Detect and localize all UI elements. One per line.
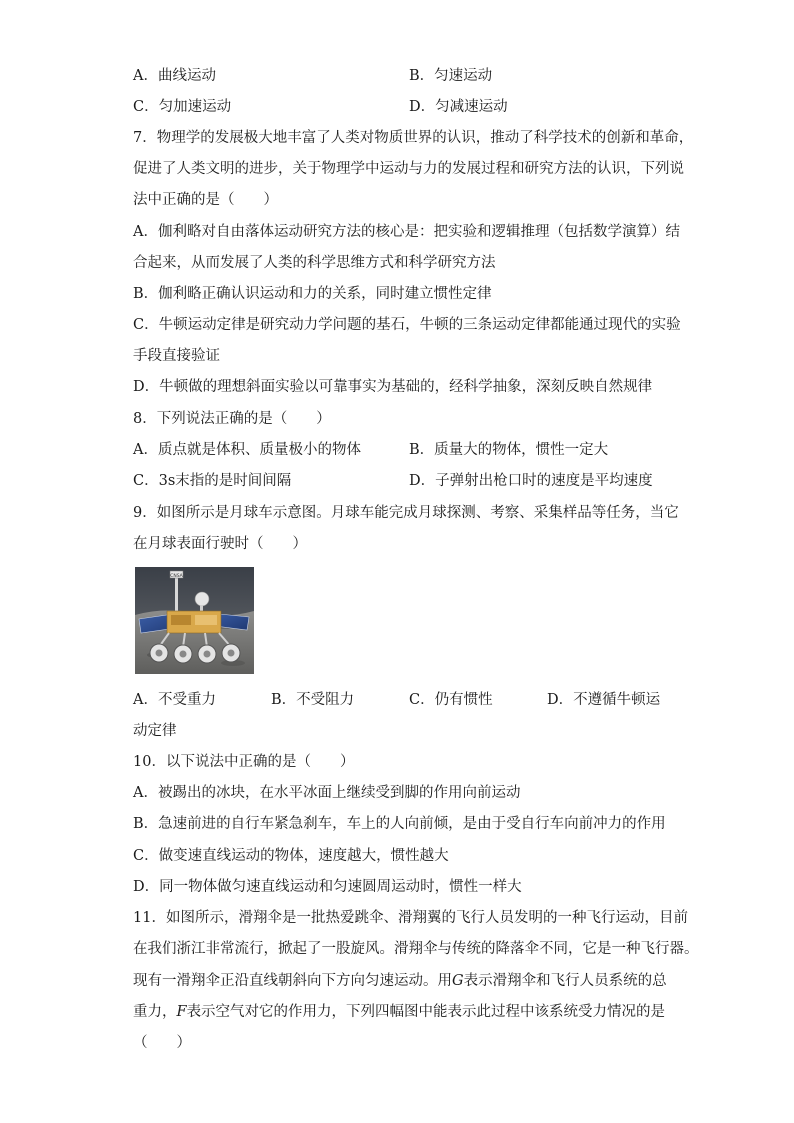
var-g: G — [452, 973, 464, 989]
q8-option-b: B．质量大的物体，惯性一定大 — [409, 442, 609, 458]
q11-stem-line-4: 重力，F表示空气对它的作用力，下列四幅图中能表示此过程中该系统受力情况的是 — [133, 1004, 666, 1020]
q11-stem-line-5: （ ） — [133, 1035, 191, 1051]
q7-option-a-line-2: 合起来，从而发展了人类的科学思维方式和科学研究方法 — [133, 255, 496, 271]
q7-option-a-line-1: A．伽利略对自由落体运动研究方法的核心是：把实验和逻辑推理（包括数学演算）结 — [133, 224, 680, 240]
q10-option-c: C．做变速直线运动的物体，速度越大，惯性越大 — [133, 848, 449, 864]
q9-option-c: C．仍有惯性 — [409, 692, 493, 708]
q10-option-a: A．被踢出的冰块，在水平冰面上继续受到脚的作用向前运动 — [133, 785, 521, 801]
q7-option-c-line-2: 手段直接验证 — [133, 348, 220, 364]
q6-option-d: D．匀减速运动 — [409, 99, 508, 115]
q9-stem-line-2: 在月球表面行驶时（ ） — [133, 536, 307, 552]
q10-stem: 10．以下说法中正确的是（ ） — [133, 754, 355, 770]
q8-option-d: D．子弹射出枪口时的速度是平均速度 — [409, 473, 653, 489]
q6-option-b: B．匀速运动 — [409, 68, 493, 84]
q9-option-d: D．不遵循牛顿运 — [547, 692, 661, 708]
q6-option-c: C．匀加速运动 — [133, 99, 232, 115]
q9-option-b: B．不受阻力 — [271, 692, 355, 708]
q8-option-a: A．质点就是体积、质量极小的物体 — [133, 442, 361, 458]
q11-stem-line-3: 现有一滑翔伞正沿直线朝斜向下方向匀速运动。用G表示滑翔伞和飞行人员系统的总 — [133, 973, 667, 989]
q10-option-d: D．同一物体做匀速直线运动和匀速圆周运动时，惯性一样大 — [133, 879, 522, 895]
rover-mast-label: CNSA — [170, 574, 183, 579]
var-f: F — [176, 1004, 187, 1020]
q7-option-d: D．牛顿做的理想斜面实验以可靠事实为基础的，经科学抽象，深刻反映自然规律 — [133, 379, 653, 395]
q7-option-c-line-1: C．牛顿运动定律是研究动力学问题的基石，牛顿的三条运动定律都能通过现代的实验 — [133, 317, 681, 333]
q9-stem-line-1: 9．如图所示是月球车示意图。月球车能完成月球探测、考察、采集样品等任务，当它 — [133, 505, 679, 521]
lunar-rover-image — [135, 567, 254, 674]
q9-option-d-wrap: 动定律 — [133, 723, 177, 739]
q10-option-b: B．急速前进的自行车紧急刹车，车上的人向前倾，是由于受自行车向前冲力的作用 — [133, 816, 666, 832]
q7-stem-line-2: 促进了人类文明的进步，关于物理学中运动与力的发展过程和研究方法的认识，下列说 — [133, 161, 684, 177]
q7-stem-line-3: 法中正确的是（ ） — [133, 192, 278, 208]
q7-stem-line-1: 7．物理学的发展极大地丰富了人类对物质世界的认识，推动了科学技术的创新和革命， — [133, 130, 694, 146]
q11-stem-line-1: 11．如图所示，滑翔伞是一批热爱跳伞、滑翔翼的飞行人员发明的一种飞行运动，目前 — [133, 910, 688, 926]
q11-stem-line-2: 在我们浙江非常流行，掀起了一股旋风。滑翔伞与传统的降落伞不同，它是一种飞行器。 — [133, 941, 699, 957]
q8-option-c: C．3s末指的是时间间隔 — [133, 473, 292, 489]
q9-option-a: A．不受重力 — [133, 692, 216, 708]
q6-option-a: A．曲线运动 — [133, 68, 216, 84]
q7-option-b: B．伽利略正确认识运动和力的关系，同时建立惯性定律 — [133, 286, 492, 302]
q8-stem: 8．下列说法正确的是（ ） — [133, 411, 331, 427]
